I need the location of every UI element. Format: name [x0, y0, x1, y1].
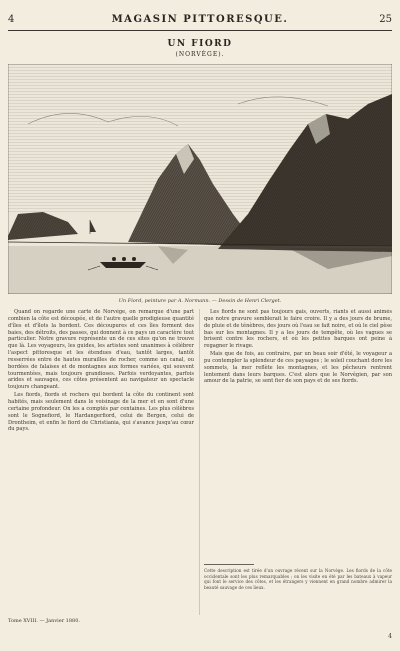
- footnote: Cette description est tirée d'un ouvrage récent sur la Norvège. Les fiords de la côte occidentale sont les plus remarquables ; on les visite en été par les bateaux à vapeur qui font le service des côtes, et les étrangers y viennent en grand nombre admirer la beauté sauvage de ces lieux.: [204, 568, 392, 590]
- volume-line: Tome XVIII. — Janvier 1880.: [8, 618, 80, 624]
- paragraph: Les fiords, fiords et rochers qui bordent la côte du continent sont habités, mais seulement dans le voisinage de la mer et en sont d'une certaine profondeur. On les a comptés par centaines. Les plus célèbres sont le Sognefiord, le Hardangerfiord, celui de Bergen, celui de Drontheim, et enfin le fiord de Christiania, qui s'avance jusqu'au cœur du pays.: [8, 392, 194, 433]
- column-divider: [199, 309, 200, 615]
- paragraph: Les fiords ne sont pas toujours gais, ouverts, riants et aussi animés que notre gravure semblerait le faire croire. Il y a des jours de brume, de pluie et de ténèbres, des jours où l'eau se fait noire, et où le ciel pèse bas sur les montagnes. Il y a les jours de tempête, où les vagues se brisent contre les rochers, et où les petites barques ont peine à regagner le rivage.: [204, 309, 392, 350]
- paragraph: Quand on regarde une carte de Norvège, on remarque d'une part combien la côte est découpée, et de l'autre quelle prodigieuse quantité d'îles et d'îlots la bordent. Ces découpures et ces îles forment des baies, des détroits, des passes, qui donnent à ce pays un caractère tout particulier. Notre gravure représente un de ces sites qu'on ne trouve que là. Les voyageurs, les guides, les artistes sont unanimes à célébrer l'aspect pittoresque et les étendues d'eau, tantôt larges, tantôt resserrées entre de hautes murailles de rocher, comme un canal, ou bordées de falaises et de montagnes aux formes variées, qui souvent tourmentées, mais toujours grandioses. Parfois verdoyantes, parfois arides et sauvages, ces côtes présentent au navigateur un spectacle toujours changeant.: [8, 309, 194, 391]
- signature-mark: 4: [388, 633, 392, 640]
- header-rule: [8, 30, 392, 31]
- paragraph: Mais que de fois, au contraire, par un beau soir d'été, le voyageur a pu contempler la splendeur de ces paysages ; le soleil couchant dore les sommets, la mer reflète les montagnes, et les pêcheurs rentrent lentement dans leurs barques. C'est alors que le Norvégien, par son amour de la patrie, se sent fier de son pays et de ses fiords.: [204, 351, 392, 385]
- footnote-rule: [204, 564, 254, 565]
- running-header: [8, 14, 392, 28]
- header-left-mark: 4: [8, 14, 15, 25]
- fjord-engraving: [8, 64, 392, 294]
- article-title: UN FIORD: [167, 39, 233, 49]
- illustration-caption: Un Fiord, peinture par A. Normann. — Dessin de Henri Clerget.: [118, 298, 282, 304]
- body-column-left: [8, 309, 194, 615]
- header-page-number: 25: [379, 14, 392, 25]
- header-title: MAGASIN PITTORESQUE.: [111, 14, 289, 25]
- article-subtitle: (NORVÈGE).: [175, 51, 225, 58]
